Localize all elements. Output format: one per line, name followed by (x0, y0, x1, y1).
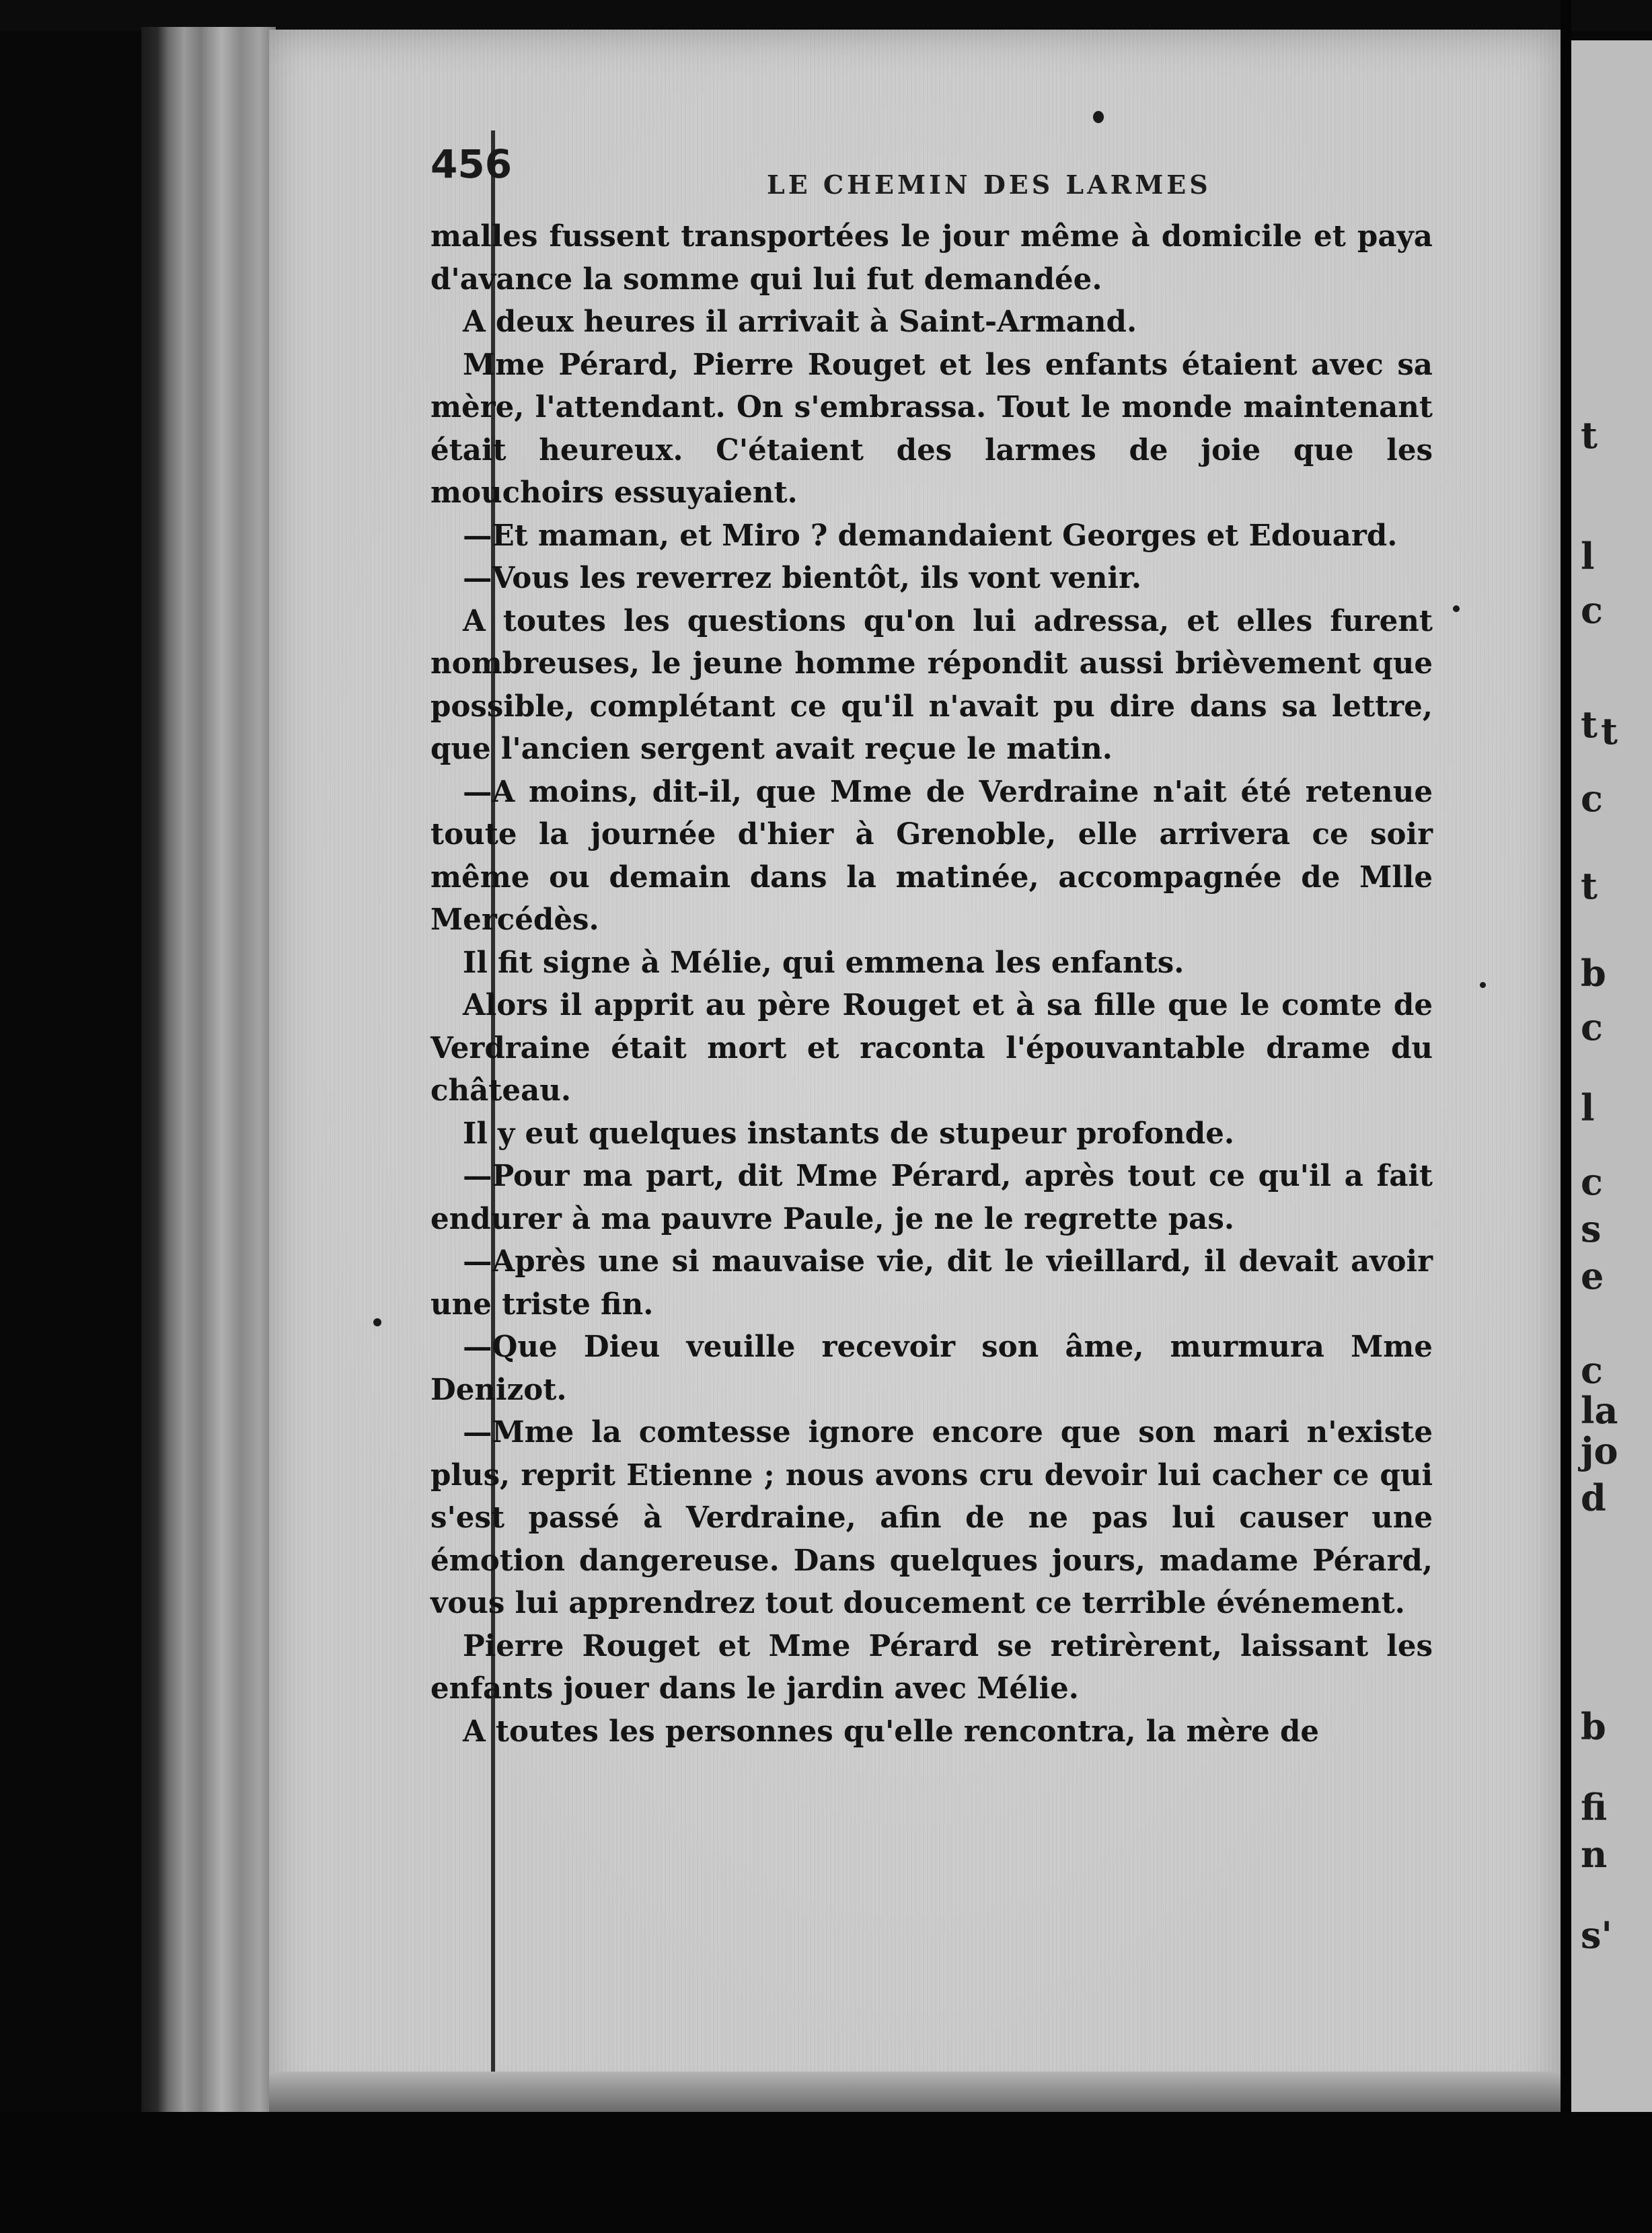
facing-fragment: b (1581, 1705, 1606, 1748)
facing-fragment: c (1581, 1349, 1603, 1392)
facing-fragment: t (1601, 710, 1618, 753)
facing-fragment: b (1581, 952, 1606, 995)
spine-gap (1561, 0, 1571, 2233)
facing-fragment: l (1581, 1086, 1595, 1129)
ink-speck (1093, 111, 1104, 123)
facing-fragment: jo (1581, 1429, 1618, 1472)
facing-fragment: c (1581, 1160, 1603, 1203)
facing-fragment: d (1581, 1476, 1606, 1519)
paragraph: Pierre Rouget et Mme Pérard se retirèrent, laissant les enfants jouer dans le jardin avec Mélie. (430, 1628, 1433, 1706)
paragraph: malles fussent transportées le jour même à domicile et paya d'avance la somme qui lui fut demandée. (430, 219, 1433, 297)
facing-fragment: t (1581, 864, 1598, 907)
facing-fragment: c (1581, 1006, 1603, 1049)
paragraph: Il y eut quelques instants de stupeur profonde. (463, 1116, 1235, 1151)
book-page-edges (141, 27, 276, 2112)
facing-fragment: t (1581, 414, 1598, 457)
page-number: 456 (430, 141, 513, 187)
running-head (430, 141, 1433, 215)
paragraph: —Vous les reverrez bientôt, ils vont venir. (463, 561, 1142, 595)
ink-speck (373, 1318, 381, 1326)
body-text (430, 215, 1433, 1753)
paragraph: Alors il apprit au père Rouget et à sa fille que le comte de Verdraine était mort et raconta l'épouvantable drame du château. (430, 988, 1433, 1108)
paragraph: A toutes les personnes qu'elle rencontra, la mère de (463, 1714, 1320, 1749)
ink-speck (1453, 605, 1460, 612)
facing-fragment: s (1581, 1207, 1602, 1250)
paragraph: A deux heures il arrivait à Saint-Armand. (463, 305, 1137, 339)
paragraph: —Mme la comtesse ignore encore que son mari n'existe plus, reprit Etienne ; nous avons cru devoir lui cacher ce qui s'est passé à Verdraine, afin de ne pas lui causer une émotion dangereuse. Dans quelques jours, madame Pérard, vous lui apprendrez tout doucement ce terrible événement. (430, 1415, 1433, 1620)
facing-fragment: fi (1581, 1786, 1608, 1829)
facing-fragment: t (1581, 703, 1598, 746)
facing-fragment: e (1581, 1254, 1604, 1297)
facing-fragment: c (1581, 589, 1603, 632)
running-title: LE CHEMIN DES LARMES (767, 169, 1211, 200)
facing-fragment: l (1581, 535, 1595, 578)
paragraph: Il fit signe à Mélie, qui emmena les enfants. (463, 945, 1185, 980)
page-bottom-shadow (269, 2072, 1561, 2112)
scan-bottom-border (0, 2112, 1652, 2233)
paragraph: Mme Pérard, Pierre Rouget et les enfants étaient avec sa mère, l'attendant. On s'embrassa. Tout le monde maintenant était heureux. C'étaient des larmes de joie que les mouchoirs essuyaient. (430, 347, 1433, 510)
facing-fragment: n (1581, 1833, 1608, 1876)
paragraph: —Et maman, et Miro ? demandaient Georges et Edouard. (463, 518, 1398, 553)
paragraph: A toutes les questions qu'on lui adressa, et elles furent nombreuses, le jeune homme répondit aussi brièvement que possible, complétant ce qu'il n'avait pu dire dans sa lettre, que l'ancien sergent avait reçue le matin. (430, 603, 1433, 766)
page-content (430, 141, 1433, 1753)
facing-fragment: la (1581, 1389, 1618, 1432)
facing-fragment: c (1581, 777, 1603, 820)
facing-fragment: s' (1581, 1914, 1612, 1957)
paragraph: —Que Dieu veuille recevoir son âme, murmura Mme Denizot. (430, 1330, 1433, 1407)
paragraph: —A moins, dit-il, que Mme de Verdraine n'ait été retenue toute la journée d'hier à Grenoble, elle arrivera ce soir même ou demain dans la matinée, accompagnée de Mlle Mercédès. (430, 774, 1433, 937)
ink-speck (1480, 982, 1486, 988)
paragraph: —Pour ma part, dit Mme Pérard, après tout ce qu'il a fait endurer à ma pauvre Paule, je ne le regrette pas. (430, 1159, 1433, 1236)
paragraph: —Après une si mauvaise vie, dit le vieillard, il devait avoir une triste fin. (430, 1244, 1433, 1322)
